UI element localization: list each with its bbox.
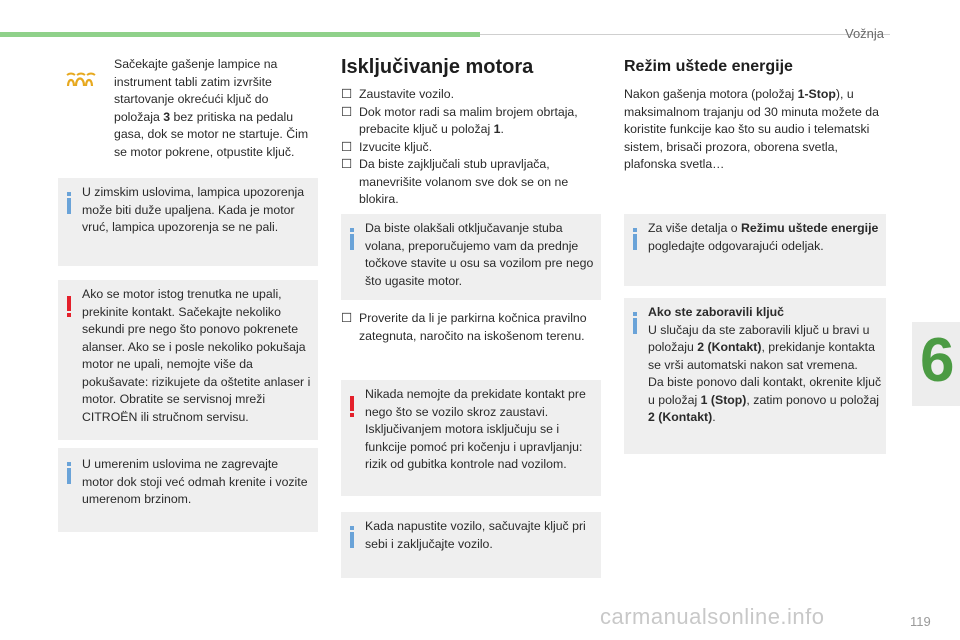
info-icon [64, 192, 76, 216]
warning-box-danger [341, 380, 601, 496]
list-item: ☐ Zaustavite vozilo. [341, 86, 597, 104]
info-icon [64, 462, 76, 486]
more-text: Za više detalja o Režimu uštede energije pogledajte odgovarajući odeljak. [648, 221, 879, 253]
header-accent-bar [0, 32, 480, 37]
info-box-unlock [341, 214, 601, 300]
list-item: ☐ Da biste zajključali stub upravljača, manevrišite volanom sve dok se on ne blokira. [341, 157, 569, 206]
list-item: ☐ Izvucite ključ. [341, 139, 597, 157]
info-icon [347, 526, 359, 550]
energy-saving-intro: Nakon gašenja motora (položaj 1-Stop), u maksimalnom trajanju od 30 minuta možete da koristite funkcije kao što su audio i telematski sistem, brisači prozora, oborena svetla, plafonska svetla… [624, 87, 879, 171]
forgot-key-text: U slučaju da ste zaboravili ključ u bravi u položaju 2 (Kontakt), prekidanje kontakta se vrši automatski nakon sat vremena. [648, 322, 875, 372]
chapter-number: 6 [920, 326, 955, 395]
warning-icon [64, 294, 76, 318]
section-title: Vožnja [845, 26, 885, 41]
checkbox-bullet-icon: ☐ [341, 87, 353, 101]
list-item: ☐ Dok motor radi sa malim brojem obrtaja, prebacite ključ u položaj 1. [341, 104, 578, 136]
chapter-tab [912, 322, 960, 406]
list-item: ☐ Proverite da li je parkirna kočnica pravilno zategnuta, naročito na iskošenom terenu. [341, 311, 587, 343]
info-icon [630, 312, 642, 336]
checkbox-bullet-icon: ☐ [341, 104, 353, 119]
forgot-key-restart: Da biste ponovo dali kontakt, okrenite ključ u položaj 1 (Stop), zatim ponovo u položaj 2 (Kontakt). [648, 375, 882, 424]
info-icon [630, 228, 642, 252]
info-box-leave [341, 512, 601, 578]
warning-text: Ako se motor istog trenutka ne upali, prekinite kontakt. Sačekajte nekoliko sekundi pre nego što ponovo pokrenete alanser. Ako se i posle nekoliko pokušaja motor ne upali, nemojte više da pokušavate: rizikujete da oštetite anlaser i motor. Obratite se servisnoj mreži CITROËN ili stručnom servisu. [82, 287, 311, 424]
warning-icon [347, 394, 359, 418]
leave-text: Kada napustite vozilo, sačuvajte ključ pri sebi i zaključajte vozilo. [365, 519, 586, 551]
info-box-more [624, 214, 886, 286]
info-box-winter [58, 178, 318, 266]
moderate-text: U umerenim uslovima ne zagrevajte motor dok stoji već odmah krenite i vozite umerenom brzinom. [82, 457, 308, 506]
preheat-lamp-icon [64, 72, 98, 93]
header-rule [480, 34, 890, 35]
preheat-text: Sačekajte gašenje lampice na instrument tabli zatim izvršite startovanje okrećući ključ do položaja 3 bez pritiska na pedalu gasa, dok se motor ne startuje. Čim se motor pokrene, otpustite ključ. [114, 57, 309, 159]
forgot-key-content [648, 304, 882, 427]
danger-text: Nikada nemojte da prekidate kontakt pre nego što se vozilo skroz zaustavi. Isključivanjem motora isključuju se i funkcije pomoć pri kočenju i upravljanju: rizik od gubitka kontrole nad vozilom. [365, 387, 586, 471]
info-box-moderate [58, 448, 318, 532]
checkbox-bullet-icon: ☐ [341, 139, 353, 154]
energy-saving-title: Režim uštede energije [624, 58, 793, 75]
warning-box-start [58, 280, 318, 440]
engine-off-steps [341, 86, 597, 209]
parking-step [341, 310, 597, 345]
checkbox-bullet-icon: ☐ [341, 157, 353, 171]
info-icon [347, 228, 359, 252]
winter-text: U zimskim uslovima, lampica upozorenja može biti duže upaljena. Kada je motor vruć, lampica upozorenja se ne pali. [82, 185, 305, 234]
forgot-key-title: Ako ste zaboravili ključ [648, 305, 784, 319]
watermark: carmanualsonline.info [600, 604, 825, 629]
unlock-text: Da biste olakšali otključavanje stuba volana, preporučujemo vam da prednje točkove stavite u osu sa vozilom pre nego što ugasite motor. [365, 221, 594, 288]
engine-off-title: Isključivanje motora [341, 56, 534, 78]
info-box-forgot-key [624, 298, 886, 454]
checkbox-bullet-icon: ☐ [341, 311, 353, 325]
page-number: 119 [910, 614, 931, 629]
